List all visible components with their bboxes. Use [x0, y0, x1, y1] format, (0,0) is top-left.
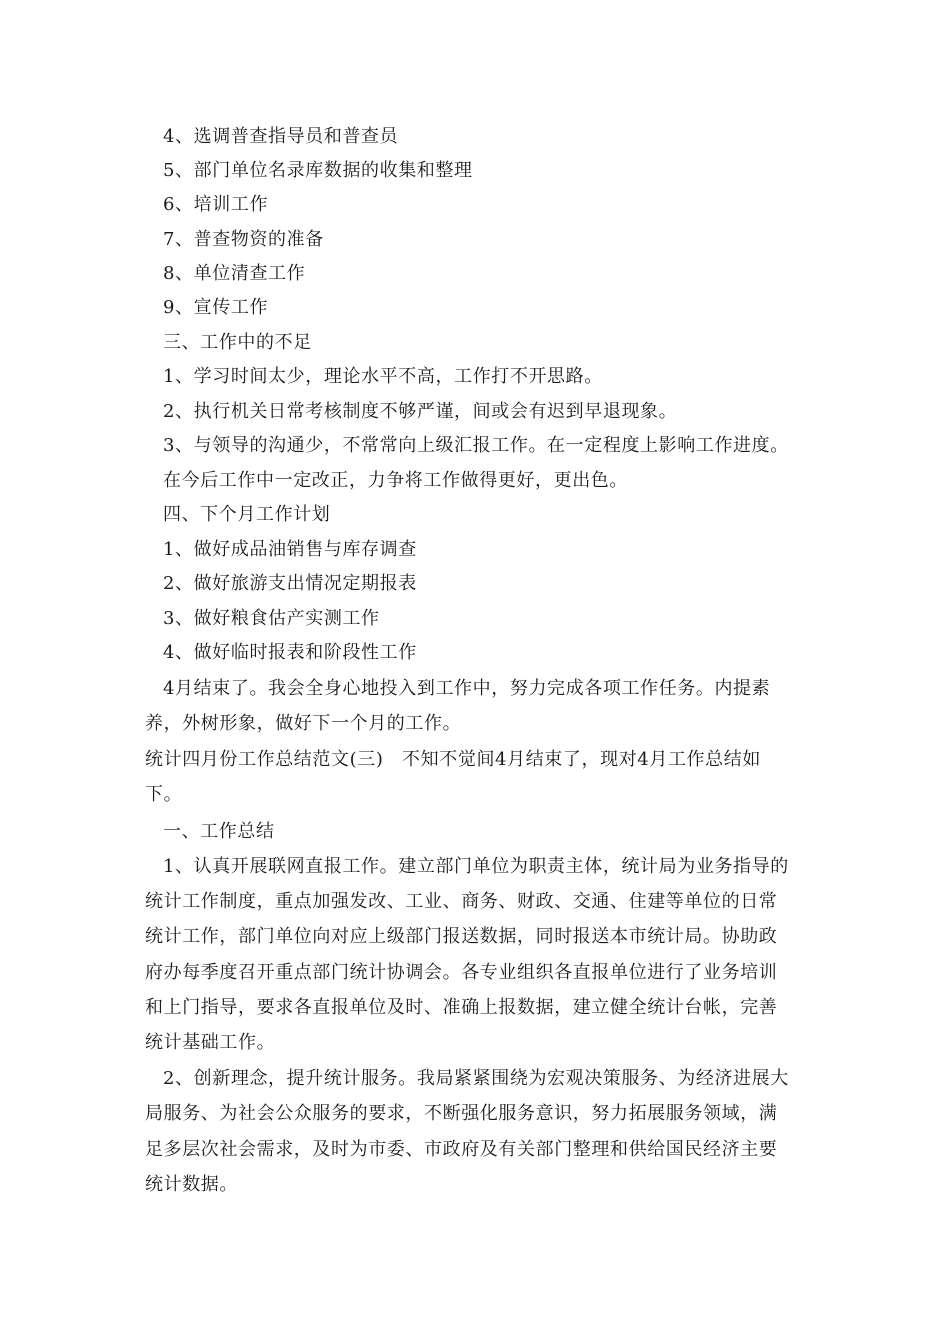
section-heading: 一、工作总结	[163, 821, 275, 842]
closing-sentence: 在今后工作中一定改正，力争将工作做得更好，更出色。	[163, 470, 628, 491]
list-item: 4、选调普查指导员和普查员	[163, 126, 399, 147]
list-item: 7、普查物资的准备	[163, 229, 324, 250]
section-heading: 三、工作中的不足	[163, 332, 312, 353]
paragraph-line: 4月结束了。我会全身心地投入到工作中，努力完成各项工作任务。内提素	[163, 678, 771, 699]
list-item: 1、做好成品油销售与库存调查	[163, 539, 417, 560]
list-item: 2、执行机关日常考核制度不够严谨，间或会有迟到早退现象。	[163, 401, 678, 422]
list-item: 3、与领导的沟通少，不常常向上级汇报工作。在一定程度上影响工作进度。	[163, 435, 789, 456]
paragraph-line: 养，外树形象，做好下一个月的工作。	[145, 713, 462, 734]
paragraph-line: 统计工作制度，重点加强发改、工业、商务、财政、交通、住建等单位的日常	[145, 891, 778, 912]
paragraph-line: 统计工作，部门单位向对应上级部门报送数据，同时报送本市统计局。协助政	[145, 926, 778, 947]
list-item: 3、做好粮食估产实测工作	[163, 608, 380, 629]
list-item: 6、培训工作	[163, 194, 269, 215]
list-item: 5、部门单位名录库数据的收集和整理	[163, 160, 473, 181]
paragraph-line: 足多层次社会需求，及时为市委、市政府及有关部门整理和供给国民经济主要	[145, 1139, 778, 1160]
list-item: 8、单位清查工作	[163, 263, 306, 284]
section-heading: 四、下个月工作计划	[163, 504, 331, 525]
paragraph-line: 和上门指导，要求各直报单位及时、准确上报数据，建立健全统计台帐，完善	[145, 997, 778, 1018]
paragraph-line: 统计数据。	[145, 1174, 238, 1195]
paragraph-line: 府办每季度召开重点部门统计协调会。各专业组织各直报单位进行了业务培训	[145, 962, 778, 983]
list-item: 9、宣传工作	[163, 297, 269, 318]
list-item: 2、做好旅游支出情况定期报表	[163, 573, 417, 594]
paragraph-line: 2、创新理念，提升统计服务。我局紧紧围绕为宏观决策服务、为经济进展大	[163, 1068, 789, 1089]
paragraph-line: 局服务、为社会公众服务的要求，不断强化服务意识，努力拓展服务领域，满	[145, 1103, 778, 1124]
paragraph-line: 统计基础工作。	[145, 1032, 276, 1053]
list-item: 4、做好临时报表和阶段性工作	[163, 642, 417, 663]
list-item: 1、学习时间太少，理论水平不高，工作打不开思路。	[163, 366, 603, 387]
paragraph-line: 1、认真开展联网直报工作。建立部门单位为职责主体，统计局为业务指导的	[163, 856, 789, 877]
article-title-line: 统计四月份工作总结范文(三) 不知不觉间4月结束了，现对4月工作总结如	[145, 749, 761, 770]
article-title-line: 下。	[145, 784, 183, 805]
